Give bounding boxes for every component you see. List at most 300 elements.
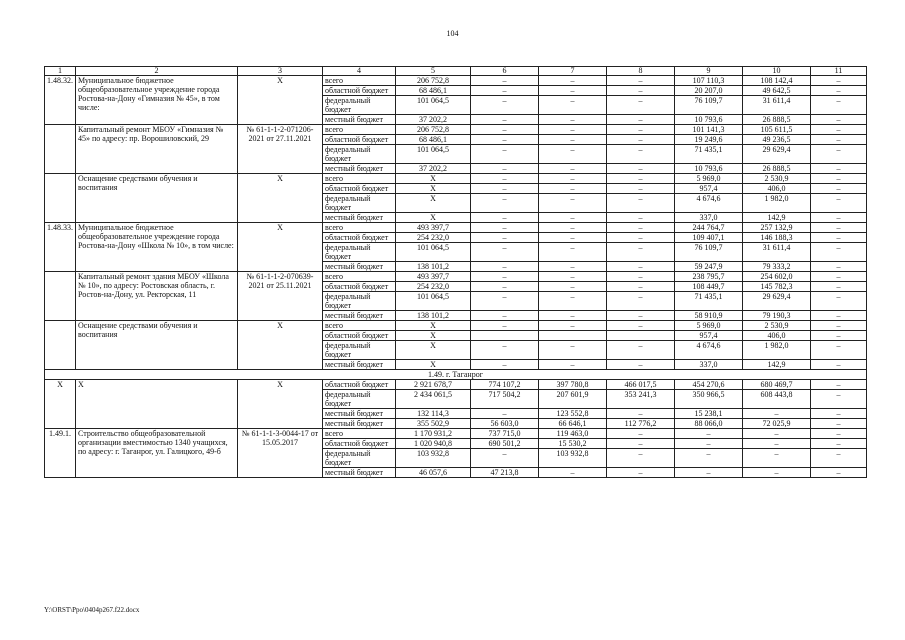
amount-cell: – xyxy=(539,194,607,213)
amount-cell: 4 674,6 xyxy=(675,194,743,213)
amount-cell: – xyxy=(471,194,539,213)
budget-category: всего xyxy=(323,321,396,331)
amount-cell: 957,4 xyxy=(675,331,743,341)
amount-cell: – xyxy=(811,419,867,429)
amount-cell: 2 434 061,5 xyxy=(396,390,471,409)
amount-cell: – xyxy=(811,311,867,321)
amount-cell: 254 602,0 xyxy=(743,272,811,282)
amount-cell: 26 888,5 xyxy=(743,164,811,174)
budget-category: местный бюджет xyxy=(323,213,396,223)
amount-cell: – xyxy=(675,429,743,439)
column-header-11: 11 xyxy=(811,67,867,76)
amount-cell: 466 017,5 xyxy=(607,380,675,390)
amount-cell: – xyxy=(471,262,539,272)
amount-cell: 56 603,0 xyxy=(471,419,539,429)
budget-category: федеральный бюджет xyxy=(323,243,396,262)
amount-cell: – xyxy=(539,321,607,331)
amount-cell: – xyxy=(811,184,867,194)
amount-cell: – xyxy=(471,145,539,164)
amount-cell: – xyxy=(607,341,675,360)
item-document: Х xyxy=(238,380,323,429)
amount-cell: – xyxy=(471,282,539,292)
amount-cell: 76 109,7 xyxy=(675,96,743,115)
amount-cell: 20 207,0 xyxy=(675,86,743,96)
amount-cell: 146 188,3 xyxy=(743,233,811,243)
amount-cell: 244 764,7 xyxy=(675,223,743,233)
header-row xyxy=(45,67,867,76)
amount-cell: – xyxy=(539,125,607,135)
amount-cell: 680 469,7 xyxy=(743,380,811,390)
amount-cell: 1 982,0 xyxy=(743,341,811,360)
amount-cell: 206 752,8 xyxy=(396,76,471,86)
amount-cell: 58 910,9 xyxy=(675,311,743,321)
amount-cell: – xyxy=(811,341,867,360)
amount-cell: 2 530,9 xyxy=(743,174,811,184)
amount-cell: – xyxy=(539,145,607,164)
amount-cell: – xyxy=(811,331,867,341)
amount-cell: – xyxy=(607,360,675,370)
amount-cell: – xyxy=(743,409,811,419)
amount-cell: – xyxy=(607,184,675,194)
amount-cell: 68 486,1 xyxy=(396,135,471,145)
amount-cell: 123 552,8 xyxy=(539,409,607,419)
amount-cell: – xyxy=(607,194,675,213)
amount-cell: 29 629,4 xyxy=(743,145,811,164)
amount-cell: – xyxy=(607,468,675,478)
amount-cell: 774 107,2 xyxy=(471,380,539,390)
amount-cell: – xyxy=(811,86,867,96)
amount-cell: 493 397,7 xyxy=(396,272,471,282)
amount-cell: – xyxy=(539,360,607,370)
table-body xyxy=(45,76,867,478)
amount-cell: – xyxy=(811,468,867,478)
amount-cell: 101 064,5 xyxy=(396,292,471,311)
item-document: Х xyxy=(238,321,323,370)
amount-cell: 350 966,5 xyxy=(675,390,743,409)
amount-cell: Х xyxy=(396,194,471,213)
amount-cell: – xyxy=(539,262,607,272)
amount-cell: – xyxy=(811,390,867,409)
amount-cell: – xyxy=(539,164,607,174)
amount-cell: 254 232,0 xyxy=(396,282,471,292)
program-table xyxy=(44,66,867,478)
amount-cell: 257 132,9 xyxy=(743,223,811,233)
amount-cell: Х xyxy=(396,213,471,223)
amount-cell xyxy=(607,331,675,341)
amount-cell: – xyxy=(743,449,811,468)
amount-cell: – xyxy=(607,86,675,96)
amount-cell: – xyxy=(743,429,811,439)
item-document: № 61-1-1-2-071206-2021 от 27.11.2021 xyxy=(238,125,323,174)
budget-category: федеральный бюджет xyxy=(323,96,396,115)
amount-cell: 108 449,7 xyxy=(675,282,743,292)
budget-category: федеральный бюджет xyxy=(323,292,396,311)
amount-cell: 397 780,8 xyxy=(539,380,607,390)
item-document: № 61-1-1-3-0044-17 от 15.05.2017 xyxy=(238,429,323,478)
amount-cell: 105 611,5 xyxy=(743,125,811,135)
amount-cell: – xyxy=(675,449,743,468)
amount-cell: – xyxy=(471,223,539,233)
budget-category: местный бюджет xyxy=(323,164,396,174)
table-row xyxy=(45,429,867,439)
file-path-footer: Y:\ORST\Ppo\0404p267.f22.docx xyxy=(44,606,140,614)
amount-cell: – xyxy=(607,125,675,135)
item-name: Капитальный ремонт здания МБОУ «Школа № 10», по адресу: Ростовская область, г. Ростов-на-Дону, ул. Ректорская, 11 xyxy=(76,272,238,321)
amount-cell: 88 066,0 xyxy=(675,419,743,429)
item-number: 1.49.1. xyxy=(45,429,76,478)
amount-cell: – xyxy=(471,135,539,145)
amount-cell: – xyxy=(471,321,539,331)
amount-cell: 690 501,2 xyxy=(471,439,539,449)
amount-cell: 68 486,1 xyxy=(396,86,471,96)
amount-cell: – xyxy=(471,164,539,174)
amount-cell: 142,9 xyxy=(743,360,811,370)
amount-cell: 37 202,2 xyxy=(396,164,471,174)
amount-cell: 79 190,3 xyxy=(743,311,811,321)
budget-category: всего xyxy=(323,125,396,135)
amount-cell: Х xyxy=(396,174,471,184)
amount-cell: Х xyxy=(396,360,471,370)
amount-cell: – xyxy=(539,223,607,233)
amount-cell: Х xyxy=(396,341,471,360)
amount-cell: 254 232,0 xyxy=(396,233,471,243)
amount-cell: – xyxy=(471,272,539,282)
amount-cell: – xyxy=(471,76,539,86)
amount-cell: – xyxy=(607,321,675,331)
item-number xyxy=(45,174,76,223)
budget-category: всего xyxy=(323,76,396,86)
amount-cell: – xyxy=(811,145,867,164)
budget-category: местный бюджет xyxy=(323,115,396,125)
budget-category: областной бюджет xyxy=(323,331,396,341)
budget-category: всего xyxy=(323,223,396,233)
item-number: 1.48.33. xyxy=(45,223,76,272)
amount-cell: – xyxy=(471,449,539,468)
amount-cell xyxy=(539,331,607,341)
amount-cell: 142,9 xyxy=(743,213,811,223)
budget-category: местный бюджет xyxy=(323,262,396,272)
budget-category: федеральный бюджет xyxy=(323,449,396,468)
amount-cell: – xyxy=(811,272,867,282)
amount-cell: – xyxy=(471,115,539,125)
table-row xyxy=(45,76,867,86)
amount-cell: – xyxy=(539,468,607,478)
amount-cell: – xyxy=(811,233,867,243)
amount-cell: 101 064,5 xyxy=(396,243,471,262)
column-header-8: 8 xyxy=(607,67,675,76)
budget-category: областной бюджет xyxy=(323,135,396,145)
amount-cell: 29 629,4 xyxy=(743,292,811,311)
amount-cell: – xyxy=(811,282,867,292)
amount-cell: 26 888,5 xyxy=(743,115,811,125)
amount-cell: – xyxy=(811,380,867,390)
budget-category: местный бюджет xyxy=(323,468,396,478)
amount-cell: 103 932,8 xyxy=(396,449,471,468)
budget-category: областной бюджет xyxy=(323,184,396,194)
amount-cell: – xyxy=(539,96,607,115)
amount-cell: 31 611,4 xyxy=(743,243,811,262)
item-number xyxy=(45,125,76,174)
table-row xyxy=(45,174,867,184)
amount-cell: 101 141,3 xyxy=(675,125,743,135)
column-header-5: 5 xyxy=(396,67,471,76)
amount-cell: – xyxy=(811,125,867,135)
amount-cell: – xyxy=(539,213,607,223)
amount-cell: 15 530,2 xyxy=(539,439,607,449)
amount-cell: – xyxy=(811,449,867,468)
amount-cell: – xyxy=(811,409,867,419)
amount-cell: – xyxy=(539,233,607,243)
amount-cell: – xyxy=(811,262,867,272)
amount-cell: 493 397,7 xyxy=(396,223,471,233)
item-number xyxy=(45,272,76,321)
amount-cell: – xyxy=(811,243,867,262)
amount-cell: – xyxy=(607,164,675,174)
amount-cell: – xyxy=(811,213,867,223)
amount-cell: – xyxy=(811,164,867,174)
amount-cell: 238 795,7 xyxy=(675,272,743,282)
amount-cell: 138 101,2 xyxy=(396,262,471,272)
amount-cell: – xyxy=(471,96,539,115)
amount-cell xyxy=(471,331,539,341)
amount-cell: – xyxy=(539,76,607,86)
amount-cell: – xyxy=(607,174,675,184)
amount-cell: – xyxy=(607,76,675,86)
amount-cell: – xyxy=(607,262,675,272)
amount-cell: 71 435,1 xyxy=(675,145,743,164)
amount-cell: – xyxy=(471,341,539,360)
amount-cell: – xyxy=(607,135,675,145)
amount-cell: – xyxy=(539,341,607,360)
budget-category: областной бюджет xyxy=(323,282,396,292)
amount-cell: 454 270,6 xyxy=(675,380,743,390)
budget-category: областной бюджет xyxy=(323,86,396,96)
amount-cell: Х xyxy=(396,321,471,331)
amount-cell: 145 782,3 xyxy=(743,282,811,292)
amount-cell: – xyxy=(471,292,539,311)
amount-cell: – xyxy=(539,174,607,184)
budget-category: всего xyxy=(323,174,396,184)
amount-cell: – xyxy=(743,439,811,449)
column-header-10: 10 xyxy=(743,67,811,76)
amount-cell: – xyxy=(471,125,539,135)
amount-cell: 59 247,9 xyxy=(675,262,743,272)
budget-category: областной бюджет xyxy=(323,439,396,449)
budget-category: федеральный бюджет xyxy=(323,341,396,360)
amount-cell: – xyxy=(811,135,867,145)
amount-cell: – xyxy=(607,145,675,164)
amount-cell: – xyxy=(811,321,867,331)
budget-category: местный бюджет xyxy=(323,409,396,419)
amount-cell: – xyxy=(811,439,867,449)
budget-category: местный бюджет xyxy=(323,360,396,370)
section-row xyxy=(45,370,867,380)
budget-category: федеральный бюджет xyxy=(323,145,396,164)
amount-cell: 31 611,4 xyxy=(743,96,811,115)
item-name: Муниципальное бюджетное общеобразовательное учреждение города Ростова-на-Дону «Школа № 10», в том числе: xyxy=(76,223,238,272)
amount-cell: 49 236,5 xyxy=(743,135,811,145)
amount-cell: 608 443,8 xyxy=(743,390,811,409)
amount-cell: – xyxy=(607,115,675,125)
amount-cell: 108 142,4 xyxy=(743,76,811,86)
table-row xyxy=(45,272,867,282)
amount-cell: – xyxy=(811,292,867,311)
column-header-1: 1 xyxy=(45,67,76,76)
amount-cell: – xyxy=(539,243,607,262)
table-row xyxy=(45,223,867,233)
amount-cell: – xyxy=(607,243,675,262)
amount-cell: 1 020 940,8 xyxy=(396,439,471,449)
amount-cell: 957,4 xyxy=(675,184,743,194)
amount-cell: – xyxy=(811,223,867,233)
amount-cell: 10 793,6 xyxy=(675,164,743,174)
amount-cell: – xyxy=(471,409,539,419)
amount-cell: 119 463,0 xyxy=(539,429,607,439)
amount-cell: – xyxy=(811,115,867,125)
amount-cell: – xyxy=(471,174,539,184)
amount-cell: 71 435,1 xyxy=(675,292,743,311)
amount-cell: 101 064,5 xyxy=(396,96,471,115)
section-title: 1.49. г. Таганрог xyxy=(45,370,867,380)
item-name: Строительство общеобразовательной организации вместимостью 1340 учащихся, по адресу: г. Таганрог, ул. Галицкого, 49-б xyxy=(76,429,238,478)
amount-cell: 112 776,2 xyxy=(607,419,675,429)
column-header-3: 3 xyxy=(238,67,323,76)
amount-cell: 2 921 678,7 xyxy=(396,380,471,390)
table-row xyxy=(45,321,867,331)
amount-cell: Х xyxy=(396,184,471,194)
amount-cell: – xyxy=(539,135,607,145)
item-number xyxy=(45,321,76,370)
item-document: № 61-1-1-2-070639-2021 от 25.11.2021 xyxy=(238,272,323,321)
amount-cell: Х xyxy=(396,331,471,341)
item-document: Х xyxy=(238,76,323,125)
amount-cell: 103 932,8 xyxy=(539,449,607,468)
amount-cell: 207 601,9 xyxy=(539,390,607,409)
amount-cell: – xyxy=(811,174,867,184)
amount-cell: – xyxy=(607,311,675,321)
column-header-2: 2 xyxy=(76,67,238,76)
amount-cell: 79 333,2 xyxy=(743,262,811,272)
amount-cell: – xyxy=(607,213,675,223)
amount-cell: – xyxy=(811,360,867,370)
program-table-wrapper xyxy=(44,66,866,478)
amount-cell: 337,0 xyxy=(675,213,743,223)
amount-cell: 72 025,9 xyxy=(743,419,811,429)
amount-cell: – xyxy=(539,184,607,194)
budget-category: местный бюджет xyxy=(323,311,396,321)
budget-category: всего xyxy=(323,272,396,282)
item-document: Х xyxy=(238,223,323,272)
amount-cell: 46 057,6 xyxy=(396,468,471,478)
amount-cell: – xyxy=(811,76,867,86)
amount-cell: 206 752,8 xyxy=(396,125,471,135)
amount-cell: 109 407,1 xyxy=(675,233,743,243)
amount-cell: – xyxy=(471,243,539,262)
amount-cell: 101 064,5 xyxy=(396,145,471,164)
amount-cell: – xyxy=(811,194,867,213)
amount-cell: 47 213,8 xyxy=(471,468,539,478)
amount-cell: 15 238,1 xyxy=(675,409,743,419)
amount-cell: – xyxy=(539,272,607,282)
amount-cell: 5 969,0 xyxy=(675,321,743,331)
budget-category: федеральный бюджет xyxy=(323,194,396,213)
page-number: 104 xyxy=(446,29,459,38)
column-header-9: 9 xyxy=(675,67,743,76)
amount-cell: 76 109,7 xyxy=(675,243,743,262)
item-number: 1.48.32. xyxy=(45,76,76,125)
amount-cell: 737 715,0 xyxy=(471,429,539,439)
item-name: Капитальный ремонт МБОУ «Гимназия № 45» по адресу: пр. Ворошиловский, 29 xyxy=(76,125,238,174)
budget-category: всего xyxy=(323,429,396,439)
amount-cell: 355 502,9 xyxy=(396,419,471,429)
item-name: Оснащение средствами обучения и воспитания xyxy=(76,174,238,223)
amount-cell: – xyxy=(471,233,539,243)
amount-cell: 2 530,9 xyxy=(743,321,811,331)
amount-cell: 1 982,0 xyxy=(743,194,811,213)
budget-category: областной бюджет xyxy=(323,380,396,390)
amount-cell: 19 249,6 xyxy=(675,135,743,145)
budget-category: федеральный бюджет xyxy=(323,390,396,409)
amount-cell: 37 202,2 xyxy=(396,115,471,125)
amount-cell: 1 170 931,2 xyxy=(396,429,471,439)
item-document: Х xyxy=(238,174,323,223)
item-name: Х xyxy=(76,380,238,429)
amount-cell: – xyxy=(539,282,607,292)
amount-cell: 337,0 xyxy=(675,360,743,370)
amount-cell: – xyxy=(607,439,675,449)
amount-cell: – xyxy=(675,439,743,449)
amount-cell: – xyxy=(471,311,539,321)
amount-cell: 406,0 xyxy=(743,331,811,341)
budget-category: местный бюджет xyxy=(323,419,396,429)
amount-cell: – xyxy=(743,468,811,478)
amount-cell: 10 793,6 xyxy=(675,115,743,125)
amount-cell: – xyxy=(607,96,675,115)
amount-cell: 138 101,2 xyxy=(396,311,471,321)
item-name: Оснащение средствами обучения и воспитания xyxy=(76,321,238,370)
amount-cell: 132 114,3 xyxy=(396,409,471,419)
amount-cell: – xyxy=(539,292,607,311)
amount-cell: 406,0 xyxy=(743,184,811,194)
column-header-7: 7 xyxy=(539,67,607,76)
table-row xyxy=(45,380,867,390)
column-header-6: 6 xyxy=(471,67,539,76)
amount-cell: – xyxy=(607,272,675,282)
amount-cell: – xyxy=(811,429,867,439)
column-header-4: 4 xyxy=(323,67,396,76)
amount-cell: – xyxy=(607,429,675,439)
amount-cell: – xyxy=(539,86,607,96)
amount-cell: – xyxy=(607,409,675,419)
amount-cell: – xyxy=(539,311,607,321)
amount-cell: – xyxy=(811,96,867,115)
amount-cell: – xyxy=(471,184,539,194)
item-name: Муниципальное бюджетное общеобразовательное учреждение города Ростова-на-Дону «Гимназия № 45», в том числе: xyxy=(76,76,238,125)
amount-cell: – xyxy=(471,360,539,370)
amount-cell: – xyxy=(607,223,675,233)
amount-cell: 4 674,6 xyxy=(675,341,743,360)
amount-cell: – xyxy=(675,468,743,478)
amount-cell: – xyxy=(607,233,675,243)
amount-cell: 717 504,2 xyxy=(471,390,539,409)
amount-cell: – xyxy=(607,449,675,468)
budget-category: областной бюджет xyxy=(323,233,396,243)
amount-cell: 49 642,5 xyxy=(743,86,811,96)
amount-cell: 66 646,1 xyxy=(539,419,607,429)
item-number: Х xyxy=(45,380,76,429)
amount-cell: 107 110,3 xyxy=(675,76,743,86)
amount-cell: 5 969,0 xyxy=(675,174,743,184)
